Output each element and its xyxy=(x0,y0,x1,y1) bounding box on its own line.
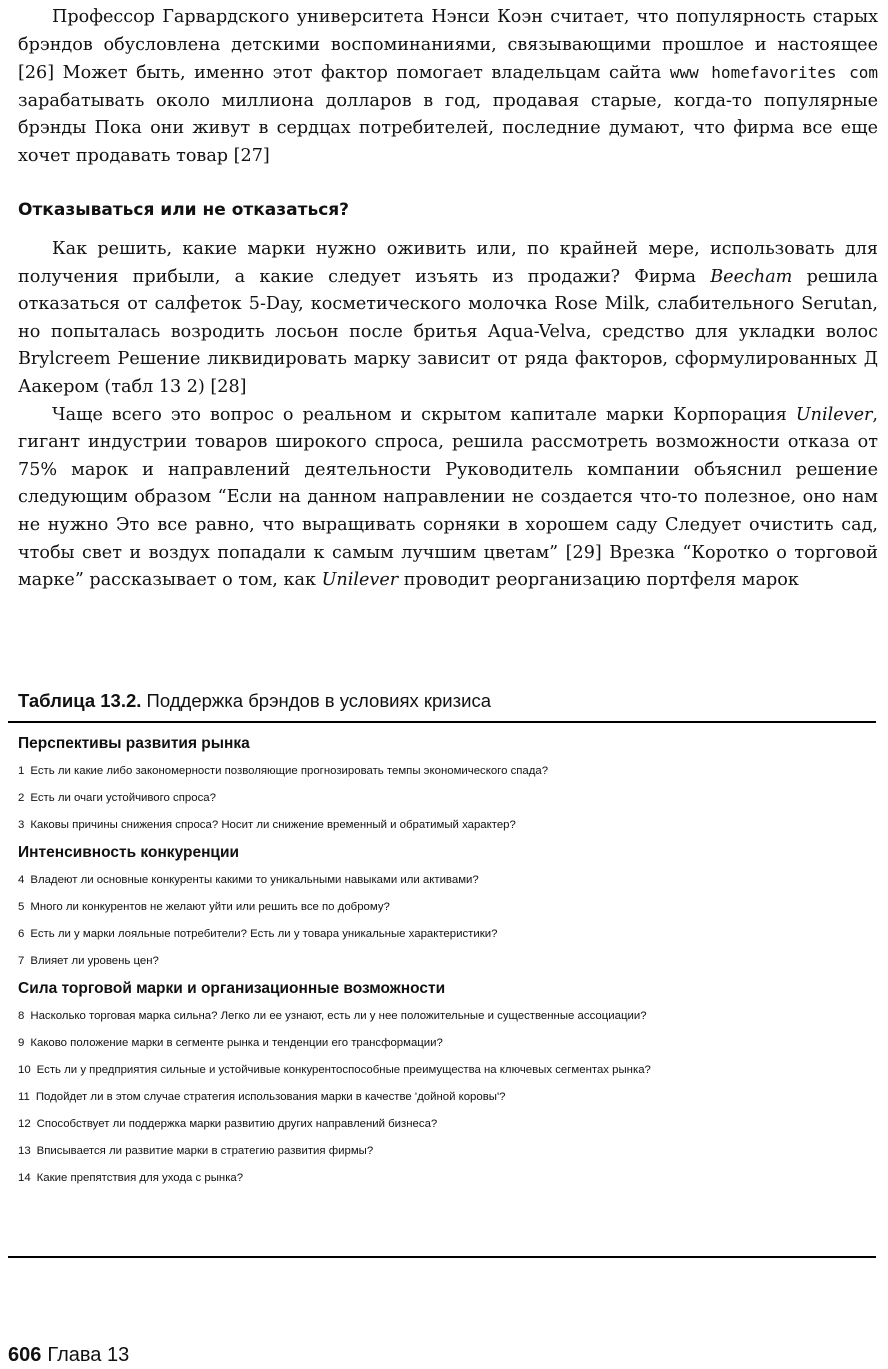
row-number: 1 xyxy=(18,765,25,777)
table-row xyxy=(18,758,878,785)
row-text: Каково положение марки в сегменте рынка и тенденции его трансформации? xyxy=(30,1037,443,1049)
table-row xyxy=(18,894,878,921)
paragraph-1: Профессор Гарвардского университета Нэнси Коэн считает, что популярность старых брэндов обусловлена детскими воспоминаниями, связывающими прошлое и настоящее [26] Может быть, именно этот фактор помогает владельцам сайта www homefavorites com зарабатывать около миллиона долларов в год, продавая старые, когда-то популярные брэнды Пока они живут в сердцах потребителей, последние думают, что фирма все еще хочет продавать товар [27] xyxy=(18,7,879,166)
table-row xyxy=(18,1111,878,1138)
section-heading: Отказываться или не отказаться? xyxy=(18,200,350,220)
page-number: 606 xyxy=(8,1344,42,1366)
table-section-competition xyxy=(18,839,878,975)
table-row xyxy=(18,1165,878,1192)
row-text: Насколько торговая марка сильна? Легко ли ее узнают, есть ли у нее положительные и существенные ассоциации? xyxy=(30,1010,647,1022)
row-number: 5 xyxy=(18,901,25,913)
company-name-beecham: Beecham xyxy=(710,266,793,287)
website-address: www homefavorites com xyxy=(669,63,879,83)
paragraph-3: Чаще всего это вопрос о реальном и скрытом капитале марки Корпорация Unilever, гигант индустрии товаров широкого спроса, решила рассмотреть возможности отказа от 75% марок и направлений деятельности Руководитель компании объяснил решение следующим образом “Если на данном направлении не создается что-то полезное, оно нам не нужно Это все равно, что выращивать сорняки в хорошем саду Следует очистить сад, чтобы свет и воздух попадали к самым лучшим цветам” [29] Врезка “Коротко о торговой марке” рассказывает о том, как Unilever проводит реорганизацию портфеля марок xyxy=(18,404,878,591)
row-text: Есть ли очаги устойчивого спроса? xyxy=(30,792,216,804)
row-text: Много ли конкурентов не желают уйти или решить все по доброму? xyxy=(30,901,390,913)
row-number: 6 xyxy=(18,928,25,940)
table-row xyxy=(18,785,878,812)
table-section-title: Перспективы развития рынка xyxy=(18,735,250,752)
page-footer xyxy=(8,1344,129,1367)
chapter-label: Глава 13 xyxy=(47,1344,130,1366)
row-number: 2 xyxy=(18,792,25,804)
row-text: Способствует ли поддержка марки развитию других направлений бизнеса? xyxy=(36,1118,438,1130)
table-section-brand-strength xyxy=(18,975,878,1192)
table-row xyxy=(18,812,878,839)
table-row xyxy=(18,867,878,894)
table-section-title: Интенсивность конкуренции xyxy=(18,844,240,861)
row-text: Есть ли у марки лояльные потребители? Есть ли у товара уникальные характеристики? xyxy=(30,928,498,940)
table-row xyxy=(18,1057,878,1084)
paragraph-2: Как решить, какие марки нужно оживить или, по крайней мере, использовать для получения прибыли, а какие следует изъять из продажи? Фирма Beecham решила отказаться от салфеток 5-Day, косметического молочка Rose Milk, слабительного Serutan, но попыталась возродить лосьон после бритья Aqua-Velva, средство для укладки волос Brylcreem Решение ликвидировать марку зависит от ряда факторов, сформулированных Д Аакером (табл 13 2) [28] xyxy=(18,239,879,397)
table-caption xyxy=(18,690,491,712)
table-top-rule xyxy=(8,721,876,723)
table-13-2 xyxy=(18,730,878,1192)
row-number: 12 xyxy=(18,1118,31,1130)
row-text: Подойдет ли в этом случае стратегия использования марки в качестве 'дойной коровы'? xyxy=(35,1091,506,1103)
row-text: Есть ли какие либо закономерности позволяющие прогнозировать темпы экономического спада? xyxy=(30,765,549,777)
table-title: Поддержка брэндов в условиях кризиса xyxy=(146,690,491,711)
table-label: Таблица 13.2. xyxy=(18,690,142,711)
table-section-market xyxy=(18,730,878,839)
row-number: 11 xyxy=(18,1091,30,1103)
table-section-title: Сила торговой марки и организационные возможности xyxy=(18,980,446,997)
table-row xyxy=(18,921,878,948)
row-text: Вписывается ли развитие марки в стратегию развития фирмы? xyxy=(36,1145,374,1157)
company-name-unilever-2: Unilever xyxy=(321,570,399,591)
row-number: 14 xyxy=(18,1172,31,1184)
row-number: 10 xyxy=(18,1064,31,1076)
table-row xyxy=(18,948,878,975)
table-bottom-rule xyxy=(8,1256,876,1258)
row-number: 4 xyxy=(18,874,25,886)
company-name-unilever: Unilever xyxy=(795,404,873,425)
row-text: Какие препятствия для ухода с рынка? xyxy=(36,1172,244,1184)
paragraph-intro xyxy=(18,4,878,171)
row-text: Есть ли у предприятия сильные и устойчивые конкурентоспособные преимущества на ключевых сегментах рынка? xyxy=(36,1064,651,1076)
row-number: 9 xyxy=(18,1037,25,1049)
table-row xyxy=(18,1084,878,1111)
table-row xyxy=(18,1138,878,1165)
table-row xyxy=(18,1003,878,1030)
paragraph-body xyxy=(18,236,878,595)
row-text: Влияет ли уровень цен? xyxy=(30,955,159,967)
row-text: Каковы причины снижения спроса? Носит ли снижение временный и обратимый характер? xyxy=(30,819,516,831)
row-number: 7 xyxy=(18,955,25,967)
table-row xyxy=(18,1030,878,1057)
row-number: 3 xyxy=(18,819,25,831)
row-number: 8 xyxy=(18,1010,25,1022)
row-text: Владеют ли основные конкуренты какими то уникальными навыками или активами? xyxy=(30,874,479,886)
row-number: 13 xyxy=(18,1145,31,1157)
